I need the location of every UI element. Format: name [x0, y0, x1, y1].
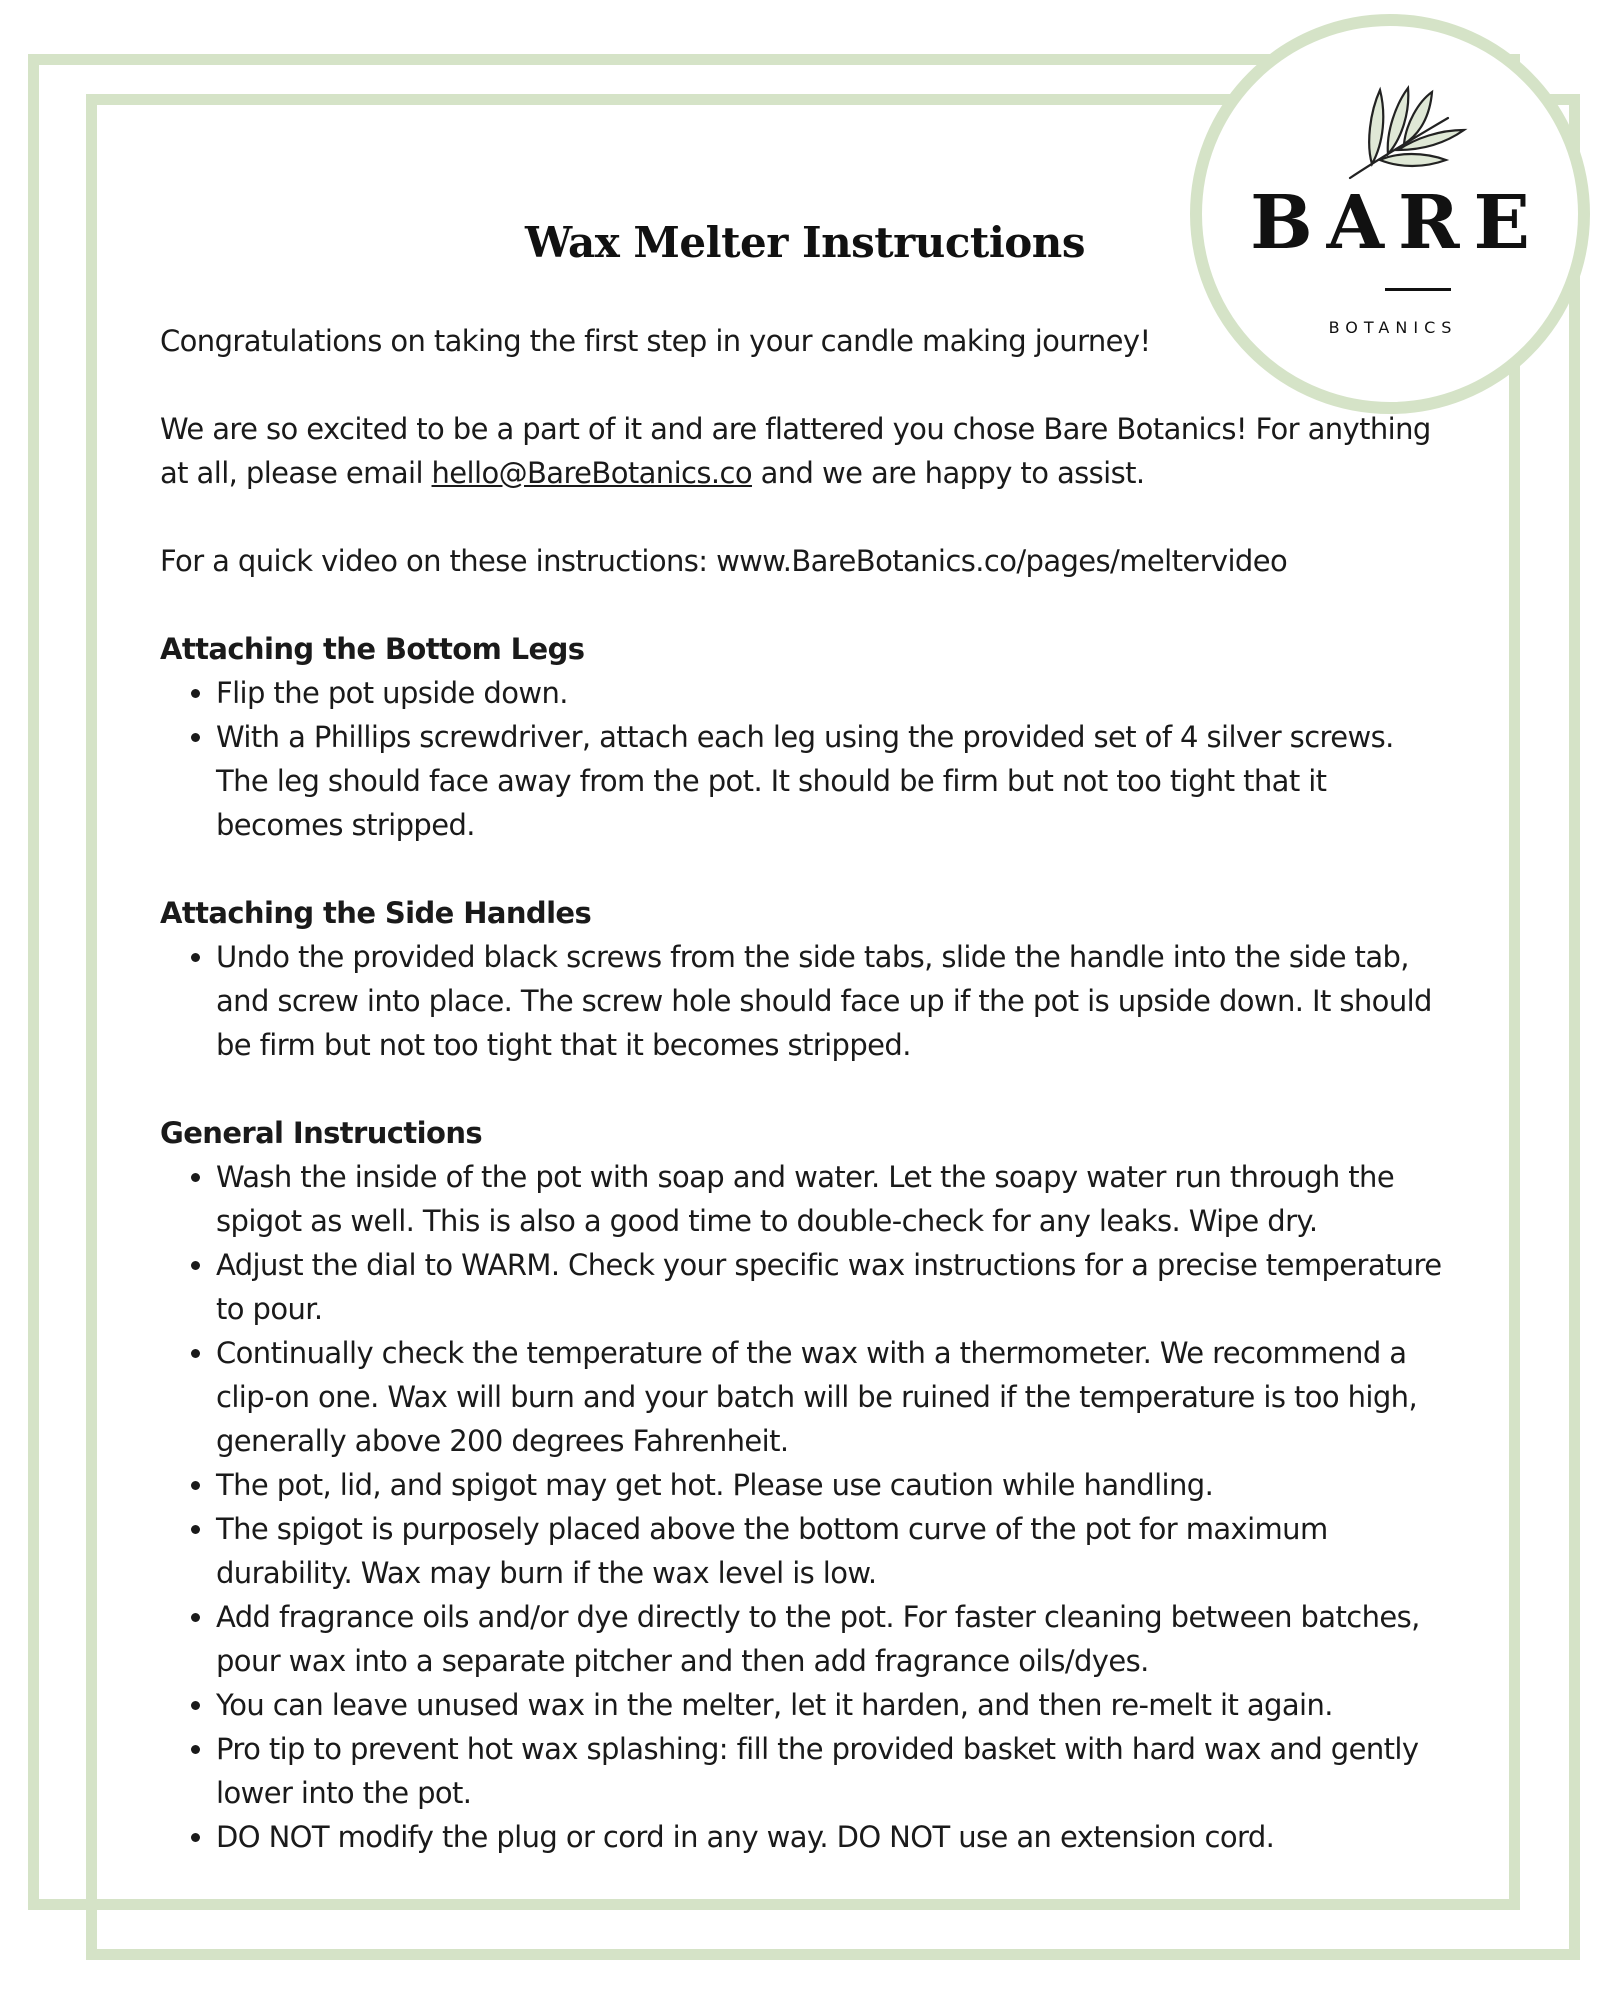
- logo-divider: [1385, 288, 1451, 291]
- list-item: • Pro tip to prevent hot wax splashing: fill the provided basket with hard wax and gently lower into the pot.: [216, 1727, 1450, 1815]
- list-item: • The spigot is purposely placed above the bottom curve of the pot for maximum durability. Wax may burn if the wax level is low.: [216, 1507, 1450, 1595]
- logo-subtitle: BOTANICS: [1328, 318, 1458, 337]
- email-link[interactable]: hello@BareBotanics.co: [431, 456, 752, 490]
- contact-text-before: We are so excited to be a part of it and are flattered you chose Bare Botanics! For anything at all, please email: [160, 412, 1431, 490]
- list-item: • With a Phillips screwdriver, attach each leg using the provided set of 4 silver screws. The leg should face away from the pot. It should be firm but not too tight that it becomes stripped.: [216, 715, 1450, 847]
- list-item: • Wash the inside of the pot with soap and water. Let the soapy water run through the spigot as well. This is also a good time to double-check for any leaks. Wipe dry.: [216, 1155, 1450, 1243]
- logo-wordmark: BARE: [1250, 180, 1544, 266]
- legs-list: [160, 671, 1450, 847]
- video-paragraph: For a quick video on these instructions: www.BareBotanics.co/pages/meltervideo: [160, 544, 1288, 578]
- list-item: • Continually check the temperature of the wax with a thermometer. We recommend a clip-on one. Wax will burn and your batch will be ruined if the temperature is too high, generally above 200 degrees Fahrenheit.: [216, 1331, 1450, 1463]
- list-item: • The pot, lid, and spigot may get hot. Please use caution while handling.: [216, 1463, 1450, 1507]
- handles-list: [160, 935, 1450, 1067]
- document-body: [160, 208, 1450, 1859]
- list-item: • Undo the provided black screws from the side tabs, slide the handle into the side tab, and screw into place. The screw hole should face up if the pot is upside down. It should be firm but not too tight that it becomes stripped.: [216, 935, 1450, 1067]
- contact-text-after: and we are happy to assist.: [751, 456, 1145, 490]
- list-item: • Adjust the dial to WARM. Check your specific wax instructions for a precise temperature to pour.: [216, 1243, 1450, 1331]
- intro-paragraph: Congratulations on taking the first step in your candle making journey!: [160, 324, 1151, 358]
- brand-logo: [1190, 14, 1590, 414]
- list-item: • Flip the pot upside down.: [216, 671, 1450, 715]
- general-list: [160, 1155, 1450, 1859]
- list-item: • DO NOT modify the plug or cord in any way. DO NOT use an extension cord.: [216, 1815, 1450, 1859]
- contact-paragraph: [160, 407, 1450, 495]
- list-item: • Add fragrance oils and/or dye directly to the pot. For faster cleaning between batches, pour wax into a separate pitcher and then add fragrance oils/dyes.: [216, 1595, 1450, 1683]
- page-title: Wax Melter Instructions: [525, 218, 1085, 267]
- list-item: • You can leave unused wax in the melter, let it harden, and then re-melt it again.: [216, 1683, 1450, 1727]
- section-heading-general: General Instructions: [160, 1116, 483, 1150]
- section-heading-handles: Attaching the Side Handles: [160, 896, 592, 930]
- section-heading-legs: Attaching the Bottom Legs: [160, 632, 585, 666]
